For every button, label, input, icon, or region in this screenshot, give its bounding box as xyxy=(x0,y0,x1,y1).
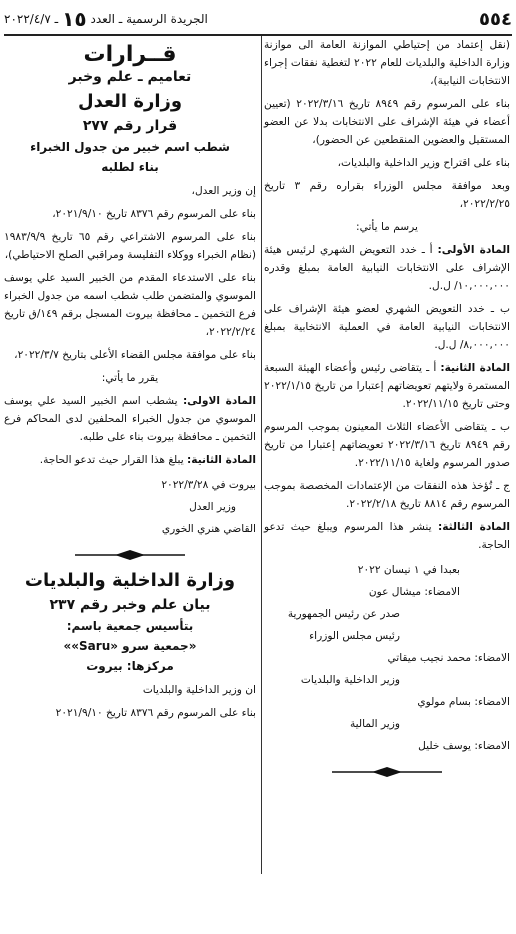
decides-heading: يقرر ما يأتي: xyxy=(101,372,159,384)
paragraph: بناء على المرسوم رقم ٨٣٧٦ تاريخ ٢٠٢١/٩/١٠، xyxy=(52,208,256,220)
decision-number: قرار رقم ٢٧٧ xyxy=(82,118,178,134)
minister-title: وزير العدل xyxy=(189,501,236,513)
ministry-title: وزارة العدل xyxy=(77,91,183,112)
page-number: ٥٥٤ xyxy=(479,8,512,30)
article-text: أ ـ يتقاضى رئيس وأعضاء الهيئة السبعة المستمرة ولايتهم تعويضاتهم إعتبارا من تاريخ ٢٠٢٢/١/١٥ وحتى تاريخ ٢٠٢٢/١١/١٥. xyxy=(264,362,510,410)
article-2 xyxy=(264,359,510,413)
paragraph: (نقل إعتماد من إحتياطي الموازنة العامة الى موازنة وزارة الداخلية والبلديات للعام ٢٠٢٢ لتغطية نفقات إجراء الانتخابات النيابية)، xyxy=(264,39,510,87)
paragraph: ان وزير الداخلية والبلديات xyxy=(142,684,256,696)
paragraph: بناء على المرسوم رقم ٨٩٤٩ تاريخ ٢٠٢٢/٣/١٦ (تعيين أعضاء في هيئة الإشراف على الانتخابات بدلا عن العضو المستقيل والعضوين المنقطعين عن الحضور)، xyxy=(264,98,510,146)
place-date: بعبدا في ١ نيسان ٢٠٢٢ xyxy=(357,564,460,576)
section-title: قــرارات xyxy=(83,42,177,67)
article-text: يشطب اسم الخبير السيد علي يوسف الموسوي من جدول الخبراء المحلفين لدى المحاكم فرع التخمين ـ محافظة بيروت بناء على طلبه. xyxy=(4,395,256,443)
association-name: «جمعية سرو «Saru»» xyxy=(63,639,197,653)
association-seat: مركزها: بيروت xyxy=(86,659,174,673)
article-label: المادة الثانية: xyxy=(440,362,510,374)
article-1 xyxy=(4,392,256,446)
issue-number: ١٥ xyxy=(62,7,87,31)
section-subtitle: تعاميم ـ علم وخبر xyxy=(68,69,192,85)
article-label: المادة الثانية: xyxy=(187,454,256,466)
signature: الامضاء: محمد نجيب ميقاتي xyxy=(387,652,510,664)
paragraph: بناء على الاستدعاء المقدم من الخبير السيد علي يوسف الموسوي والمتضمن طلب شطب اسمه من جدول الخبراء فرع التخمين ـ محافظة بيروت المسجل برقم ١٤٩/ق تاريخ ٢٠٢٢/٢/٢٤، xyxy=(4,272,256,338)
paragraph: بناء على موافقة مجلس القضاء الأعلى بتاريخ ٢٠٢٢/٣/٧، xyxy=(14,349,256,361)
page-header xyxy=(4,6,512,36)
issued-by: صدر عن رئيس الجمهورية xyxy=(287,608,400,620)
signature: الامضاء: يوسف خليل xyxy=(418,740,510,752)
decrees-heading: يرسم ما يأتي: xyxy=(356,221,418,233)
article-text: أ ـ خدد التعويض الشهري لرئيس هيئة الإشراف على الانتخابات النيابية العامة بمبلغ وقدره ١٠,٠٠٠,٠٠٠/ ل.ل. xyxy=(264,244,510,292)
ornament-icon xyxy=(332,767,442,777)
article-text: يبلغ هذا القرار حيث تدعو الحاجة. xyxy=(39,454,184,466)
paragraph: بناء على المرسوم الاشتراعي رقم ٦٥ تاريخ ١٩٨٣/٩/٩ (نظام الخبراء ووكلاء التفليسة ومراقبي الصلح الاحتياطي)، xyxy=(4,231,256,261)
article-label: المادة الأولى: xyxy=(437,244,510,256)
article-1 xyxy=(264,241,510,295)
article-text: ينشر هذا المرسوم ويبلغ حيث تدعو الحاجة. xyxy=(264,521,510,551)
ornament-icon xyxy=(75,550,185,560)
paragraph: ج ـ تُؤخذ هذه النفقات من الإعتمادات المخصصة بموجب المرسوم رقم ٨٨١٤ تاريخ ٢٠٢٢/٢/١٨. xyxy=(264,480,510,510)
paragraph: ب ـ خدد التعويض الشهري لعضو هيئة الإشراف على الانتخابات النيابية العامة في العملية الانتخابية بمبلغ ٨,٠٠٠,٠٠٠/ ل.ل. xyxy=(264,303,510,351)
section-divider xyxy=(264,763,510,781)
paragraph: بناء على اقتراح وزير الداخلية والبلديات، xyxy=(337,157,510,169)
place-date: بيروت في ٢٠٢٢/٣/٢٨ xyxy=(161,479,256,491)
issue-date: ـ ٢٠٢٢/٤/٧ xyxy=(4,12,59,26)
decision-subject: شطب اسم خبير من جدول الخبراء xyxy=(30,140,230,154)
issue-info xyxy=(4,7,208,31)
gazette-name: الجريدة الرسمية ـ العدد xyxy=(90,12,208,26)
finance-minister: وزير المالية xyxy=(349,718,400,730)
article-label: المادة الاولى: xyxy=(182,395,257,407)
article-3 xyxy=(264,518,510,554)
ministry-title: وزارة الداخلية والبلديات xyxy=(24,570,236,591)
article-label: المادة الثالثة: xyxy=(438,521,510,533)
prime-minister: رئيس مجلس الوزراء xyxy=(309,630,400,642)
paragraph: وبعد موافقة مجلس الوزراء بقراره رقم ٣ تاريخ ٢٠٢٢/٢/٢٥، xyxy=(264,180,511,210)
section-divider xyxy=(4,546,256,564)
paragraph: بناء على المرسوم رقم ٨٣٧٦ تاريخ ٢٠٢١/٩/١٠ xyxy=(55,707,256,719)
signature: الامضاء: بسام مولوي xyxy=(417,696,510,708)
right-column xyxy=(264,36,510,934)
declaration-subject: بتأسيس جمعية باسم: xyxy=(66,619,194,633)
interior-minister: وزير الداخلية والبلديات xyxy=(300,674,400,686)
paragraph: ب ـ يتقاضى الأعضاء الثلاث المعينون بموجب المرسوم رقم ٨٩٤٩ تاريخ ٢٠٢٢/٣/١٦ تعويضاتهم إعتبارا من تاريخ صدور المرسوم ولغاية ٢٠٢٢/١١/١٥. xyxy=(264,421,510,469)
left-column xyxy=(4,36,256,934)
article-2 xyxy=(4,451,256,469)
paragraph: إن وزير العدل، xyxy=(191,185,256,197)
declaration-number: بيان علم وخبر رقم ٢٣٧ xyxy=(49,597,211,613)
signature: الامضاء: ميشال عون xyxy=(368,586,460,598)
signer-name: القاضي هنري الخوري xyxy=(161,523,256,535)
decision-subject: بناء لطلبه xyxy=(101,160,159,174)
column-divider xyxy=(261,36,262,874)
